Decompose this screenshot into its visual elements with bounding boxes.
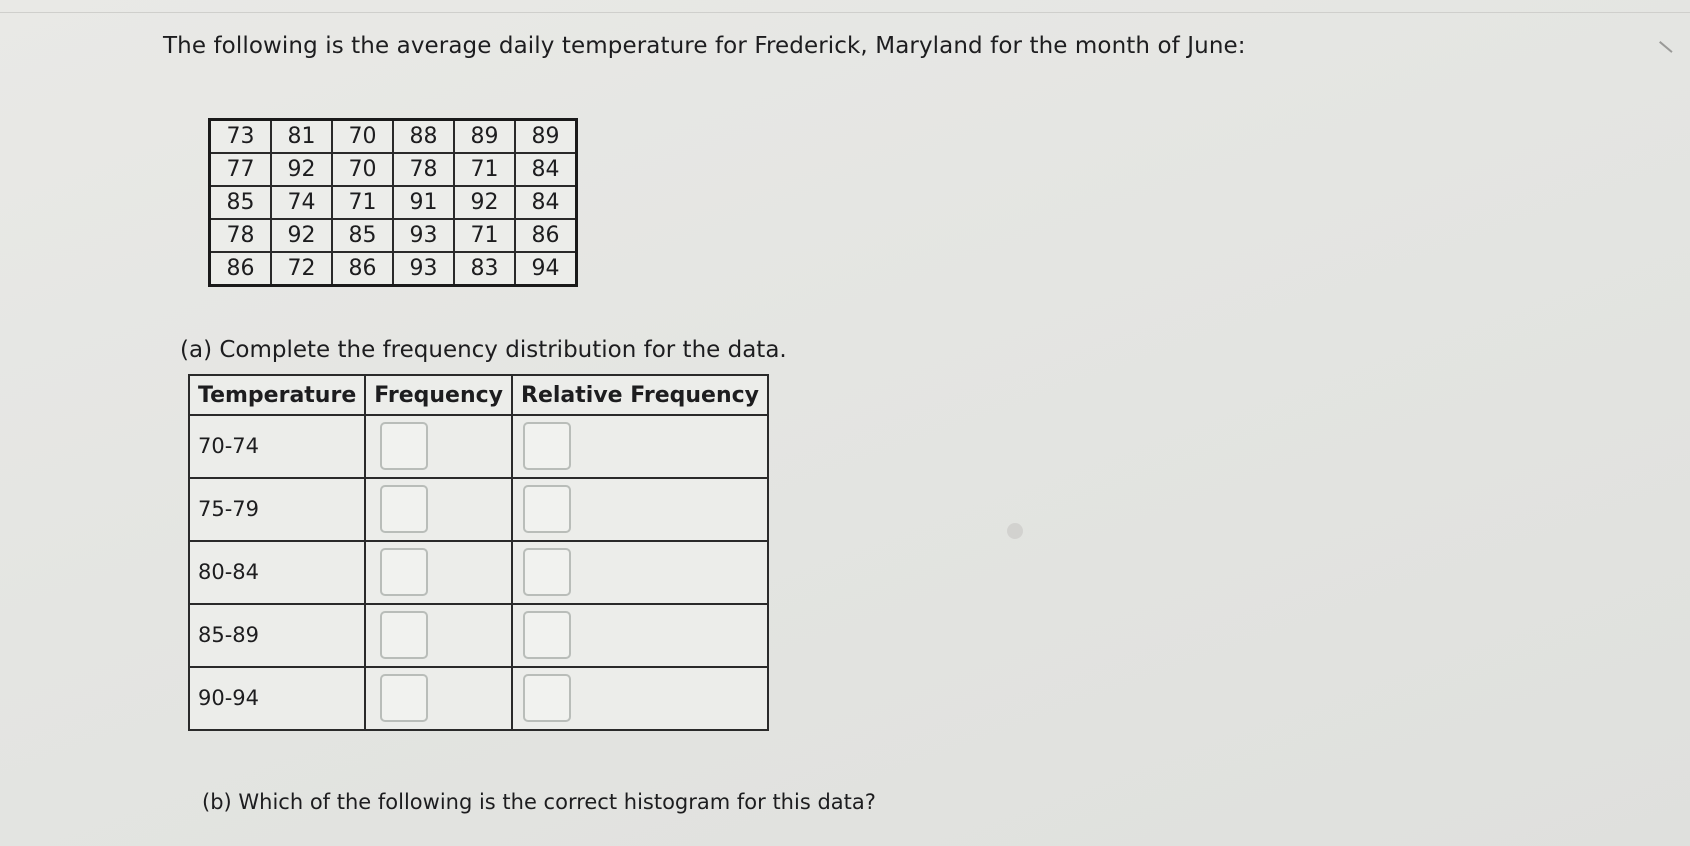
data-cell: 74: [271, 186, 332, 219]
frequency-cell: [365, 667, 512, 730]
data-cell: 85: [210, 186, 272, 219]
data-cell: 92: [271, 153, 332, 186]
frequency-cell: [365, 478, 512, 541]
relative-frequency-input[interactable]: [523, 674, 571, 722]
relative-frequency-cell: [512, 478, 768, 541]
part-a-prompt: (a) Complete the frequency distribution for the data.: [180, 337, 787, 363]
frequency-cell: [365, 541, 512, 604]
corner-mark-icon: [1658, 40, 1672, 54]
frequency-table-header-row: [189, 375, 768, 415]
relative-frequency-cell: [512, 604, 768, 667]
data-cell: 84: [515, 186, 577, 219]
frequency-row: [189, 541, 768, 604]
data-cell: 78: [393, 153, 454, 186]
frequency-input[interactable]: [380, 548, 428, 596]
temperature-range-label: 80-84: [189, 541, 365, 604]
data-cell: 81: [271, 120, 332, 154]
data-row: [210, 252, 577, 286]
temperature-range-label: 70-74: [189, 415, 365, 478]
frequency-cell: [365, 604, 512, 667]
relative-frequency-cell: [512, 415, 768, 478]
data-cell: 70: [332, 120, 393, 154]
data-cell: 93: [393, 252, 454, 286]
frequency-input[interactable]: [380, 611, 428, 659]
temperature-range-label: 75-79: [189, 478, 365, 541]
header-temperature: Temperature: [189, 375, 365, 415]
frequency-input[interactable]: [380, 422, 428, 470]
data-cell: 86: [332, 252, 393, 286]
frequency-input[interactable]: [380, 485, 428, 533]
relative-frequency-cell: [512, 541, 768, 604]
data-cell: 77: [210, 153, 272, 186]
frequency-distribution-table: [188, 374, 769, 731]
relative-frequency-input[interactable]: [523, 485, 571, 533]
data-cell: 78: [210, 219, 272, 252]
header-frequency: Frequency: [365, 375, 512, 415]
relative-frequency-input[interactable]: [523, 611, 571, 659]
data-cell: 73: [210, 120, 272, 154]
frequency-row: [189, 667, 768, 730]
data-cell: 70: [332, 153, 393, 186]
data-cell: 92: [454, 186, 515, 219]
data-cell: 91: [393, 186, 454, 219]
data-cell: 89: [454, 120, 515, 154]
temperature-range-label: 85-89: [189, 604, 365, 667]
data-cell: 86: [515, 219, 577, 252]
header-relative-frequency: Relative Frequency: [512, 375, 768, 415]
data-cell: 86: [210, 252, 272, 286]
data-cell: 88: [393, 120, 454, 154]
data-cell: 84: [515, 153, 577, 186]
data-cell: 72: [271, 252, 332, 286]
data-cell: 92: [271, 219, 332, 252]
frequency-row: [189, 478, 768, 541]
frequency-row: [189, 604, 768, 667]
data-cell: 85: [332, 219, 393, 252]
frequency-row: [189, 415, 768, 478]
data-cell: 83: [454, 252, 515, 286]
relative-frequency-input[interactable]: [523, 548, 571, 596]
relative-frequency-cell: [512, 667, 768, 730]
data-row: [210, 120, 577, 154]
temperature-range-label: 90-94: [189, 667, 365, 730]
question-intro: The following is the average daily temperature for Frederick, Maryland for the month of June:: [163, 33, 1246, 59]
frequency-input[interactable]: [380, 674, 428, 722]
relative-frequency-input[interactable]: [523, 422, 571, 470]
data-cell: 93: [393, 219, 454, 252]
data-cell: 71: [454, 153, 515, 186]
top-divider: [0, 12, 1690, 13]
data-cell: 71: [454, 219, 515, 252]
frequency-cell: [365, 415, 512, 478]
data-row: [210, 186, 577, 219]
data-cell: 94: [515, 252, 577, 286]
data-row: [210, 219, 577, 252]
data-cell: 89: [515, 120, 577, 154]
temperature-data-table: [208, 118, 578, 287]
decorative-dot: [1007, 523, 1023, 539]
data-cell: 71: [332, 186, 393, 219]
part-b-prompt: (b) Which of the following is the correct histogram for this data?: [202, 790, 876, 814]
data-row: [210, 153, 577, 186]
